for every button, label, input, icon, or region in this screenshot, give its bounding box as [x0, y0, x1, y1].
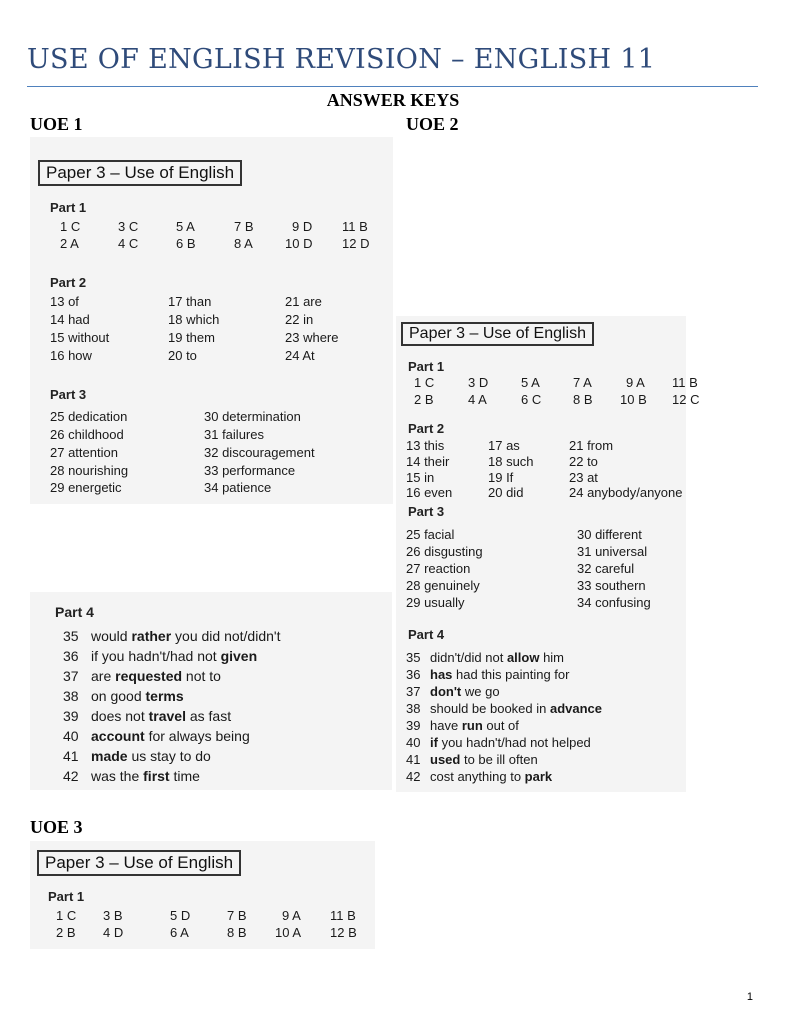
answer-text: you did not/didn't: [171, 628, 281, 644]
answer: 23 where: [285, 330, 339, 345]
uoe1-scan-bottom: [30, 592, 392, 790]
answer: 17 than: [168, 294, 212, 309]
key-word: account: [91, 728, 145, 744]
answer: 33 performance: [204, 463, 296, 478]
page-number: 1: [746, 991, 753, 1003]
answer: 12 B: [330, 925, 357, 940]
key-word: run: [461, 718, 483, 733]
answer: 22 in: [285, 312, 314, 327]
answer: 15 without: [50, 330, 110, 345]
answer: 6 B: [176, 236, 196, 251]
answer: 25 dedication: [50, 409, 128, 424]
key-word: used: [430, 752, 461, 767]
answer-text: does not: [91, 708, 149, 724]
uoe2-scan: [396, 316, 700, 792]
answer: 2 B: [56, 925, 76, 940]
key-word: park: [524, 769, 553, 784]
answer: 1 C: [60, 219, 81, 234]
answer: 7 A: [573, 375, 592, 390]
answer: 24 anybody/anyone: [569, 485, 683, 500]
answer: 5 D: [170, 908, 191, 923]
answer: 6 A: [170, 925, 189, 940]
answer: 19 them: [168, 330, 215, 345]
key-word: terms: [145, 688, 184, 704]
answer-text: would: [91, 628, 132, 644]
answer: 13 this: [406, 438, 445, 453]
answer: 20 did: [488, 485, 524, 500]
uoe1-label: UOE 1: [30, 114, 83, 134]
uoe2-part4-title: Part 4: [408, 627, 445, 642]
answer: 3 D: [468, 375, 489, 390]
item-number: 35: [63, 628, 79, 644]
answer: 2 B: [414, 392, 434, 407]
answer: 31 failures: [204, 427, 264, 442]
answer-text: you hadn't/had not helped: [437, 735, 591, 750]
page-title: USE OF ENGLISH REVISION – ENGLISH 11: [27, 44, 656, 75]
key-word: made: [91, 748, 128, 764]
key-word: given: [220, 648, 258, 664]
item-number: 39: [406, 718, 421, 733]
item-number: 41: [406, 752, 421, 767]
answer: 12 D: [342, 236, 370, 251]
answer: 30 different: [577, 527, 642, 542]
answer: 31 universal: [577, 544, 648, 559]
item-number: 41: [63, 748, 79, 764]
item-number: 40: [63, 728, 79, 744]
answer: 8 B: [227, 925, 247, 940]
answer: 9 D: [292, 219, 313, 234]
answer: 6 C: [521, 392, 542, 407]
answer-text: out of: [482, 718, 519, 733]
answer-text: had this painting for: [452, 667, 570, 682]
item-number: 37: [406, 684, 421, 699]
uoe3-box-title: Paper 3 – Use of English: [37, 850, 241, 876]
answer: 4 C: [118, 236, 139, 251]
item-number: 42: [63, 768, 79, 784]
answer: 20 to: [168, 348, 197, 363]
answer: 25 facial: [406, 527, 455, 542]
uoe2-part2-title: Part 2: [408, 421, 445, 436]
item-number: 38: [406, 701, 421, 716]
answer-text: cost anything to: [430, 769, 525, 784]
answer: 11 B: [330, 908, 356, 923]
item-number: 40: [406, 735, 421, 750]
answer: 27 attention: [50, 445, 118, 460]
answer: 29 usually: [406, 595, 465, 610]
uoe1-part1-title: Part 1: [50, 200, 87, 215]
item-number: 36: [63, 648, 79, 664]
uoe1-box-title: Paper 3 – Use of English: [38, 160, 242, 186]
uoe3-part1-title: Part 1: [48, 889, 85, 904]
answer-text: was the: [91, 768, 144, 784]
answer: 8 B: [573, 392, 593, 407]
answer: 11 B: [672, 375, 698, 390]
answer-keys-heading: ANSWER KEYS: [326, 90, 460, 110]
answer-text: for always being: [144, 728, 250, 744]
answer: 12 C: [672, 392, 700, 407]
answer: 24 At: [285, 348, 315, 363]
answer-text: time: [169, 768, 200, 784]
answer: 10 A: [275, 925, 302, 940]
uoe3-label: UOE 3: [30, 817, 83, 837]
answer-text: us stay to do: [127, 748, 211, 764]
key-word: requested: [115, 668, 183, 684]
uoe1-part2-title: Part 2: [50, 275, 87, 290]
answer: 30 determination: [204, 409, 301, 424]
answer: 8 A: [234, 236, 253, 251]
answer: 33 southern: [577, 578, 646, 593]
key-word: rather: [131, 628, 172, 644]
answer: 4 D: [103, 925, 124, 940]
answer: 32 careful: [577, 561, 635, 576]
uoe1-part4-title: Part 4: [55, 604, 94, 620]
key-word: first: [143, 768, 170, 784]
answer-text: are: [91, 668, 116, 684]
answer-text: on good: [91, 688, 146, 704]
answer: 23 at: [569, 470, 598, 485]
answer: 29 energetic: [50, 480, 122, 495]
answer: 21 are: [285, 294, 322, 309]
key-word: travel: [148, 708, 186, 724]
answer: 16 how: [50, 348, 92, 363]
answer-text: didn't/did not: [430, 650, 507, 665]
answer: 28 genuinely: [406, 578, 480, 593]
answer: 19 If: [488, 470, 514, 485]
answer: 10 B: [620, 392, 647, 407]
uoe3-scan: [30, 841, 375, 949]
answer: 18 which: [168, 312, 220, 327]
answer: 2 A: [60, 236, 79, 251]
answer: 32 discouragement: [204, 445, 315, 460]
item-number: 38: [63, 688, 79, 704]
answer: 7 B: [234, 219, 254, 234]
uoe1-part3-title: Part 3: [50, 387, 87, 402]
answer: 10 D: [285, 236, 313, 251]
answer-text: we go: [461, 684, 500, 699]
item-number: 36: [406, 667, 421, 682]
item-number: 35: [406, 650, 421, 665]
answer-text: have: [430, 718, 462, 733]
answer: 16 even: [406, 485, 453, 500]
answer-text: to be ill often: [460, 752, 538, 767]
key-word: has: [430, 667, 453, 682]
item-number: 37: [63, 668, 79, 684]
answer: 28 nourishing: [50, 463, 129, 478]
title-rule: [27, 86, 758, 87]
answer-text: him: [539, 650, 565, 665]
answer: 14 their: [406, 454, 450, 469]
answer: 34 confusing: [577, 595, 651, 610]
answer: 22 to: [569, 454, 598, 469]
answer: 14 had: [50, 312, 90, 327]
uoe1-scan-top: [30, 137, 393, 504]
uoe2-label: UOE 2: [406, 114, 459, 134]
answer: 3 C: [118, 219, 139, 234]
answer: 5 A: [521, 375, 540, 390]
uoe2-box-title: Paper 3 – Use of English: [401, 322, 594, 346]
answer: 18 such: [488, 454, 534, 469]
answer: 1 C: [56, 908, 77, 923]
answer: 26 disgusting: [406, 544, 483, 559]
uoe2-part3-title: Part 3: [408, 504, 445, 519]
item-number: 42: [406, 769, 421, 784]
answer: 17 as: [488, 438, 520, 453]
answer: 11 B: [342, 219, 368, 234]
answer-text: as fast: [185, 708, 232, 724]
answer: 5 A: [176, 219, 195, 234]
key-word: allow: [506, 650, 540, 665]
answer: 4 A: [468, 392, 487, 407]
answer: 3 B: [103, 908, 123, 923]
answer: 1 C: [414, 375, 435, 390]
answer: 15 in: [406, 470, 435, 485]
key-word: advance: [549, 701, 603, 716]
uoe2-part1-title: Part 1: [408, 359, 445, 374]
item-number: 39: [63, 708, 79, 724]
answer: 9 A: [282, 908, 301, 923]
answer-text: should be booked in: [430, 701, 550, 716]
answer: 26 childhood: [50, 427, 124, 442]
answer: 13 of: [50, 294, 79, 309]
key-word: if: [430, 735, 438, 750]
answer-text: not to: [182, 668, 221, 684]
key-word: don't: [430, 684, 462, 699]
answer-text: if you hadn't/had not: [91, 648, 221, 664]
answer: 9 A: [626, 375, 645, 390]
answer: 7 B: [227, 908, 247, 923]
answer: 21 from: [569, 438, 614, 453]
answer: 27 reaction: [406, 561, 471, 576]
answer: 34 patience: [204, 480, 272, 495]
